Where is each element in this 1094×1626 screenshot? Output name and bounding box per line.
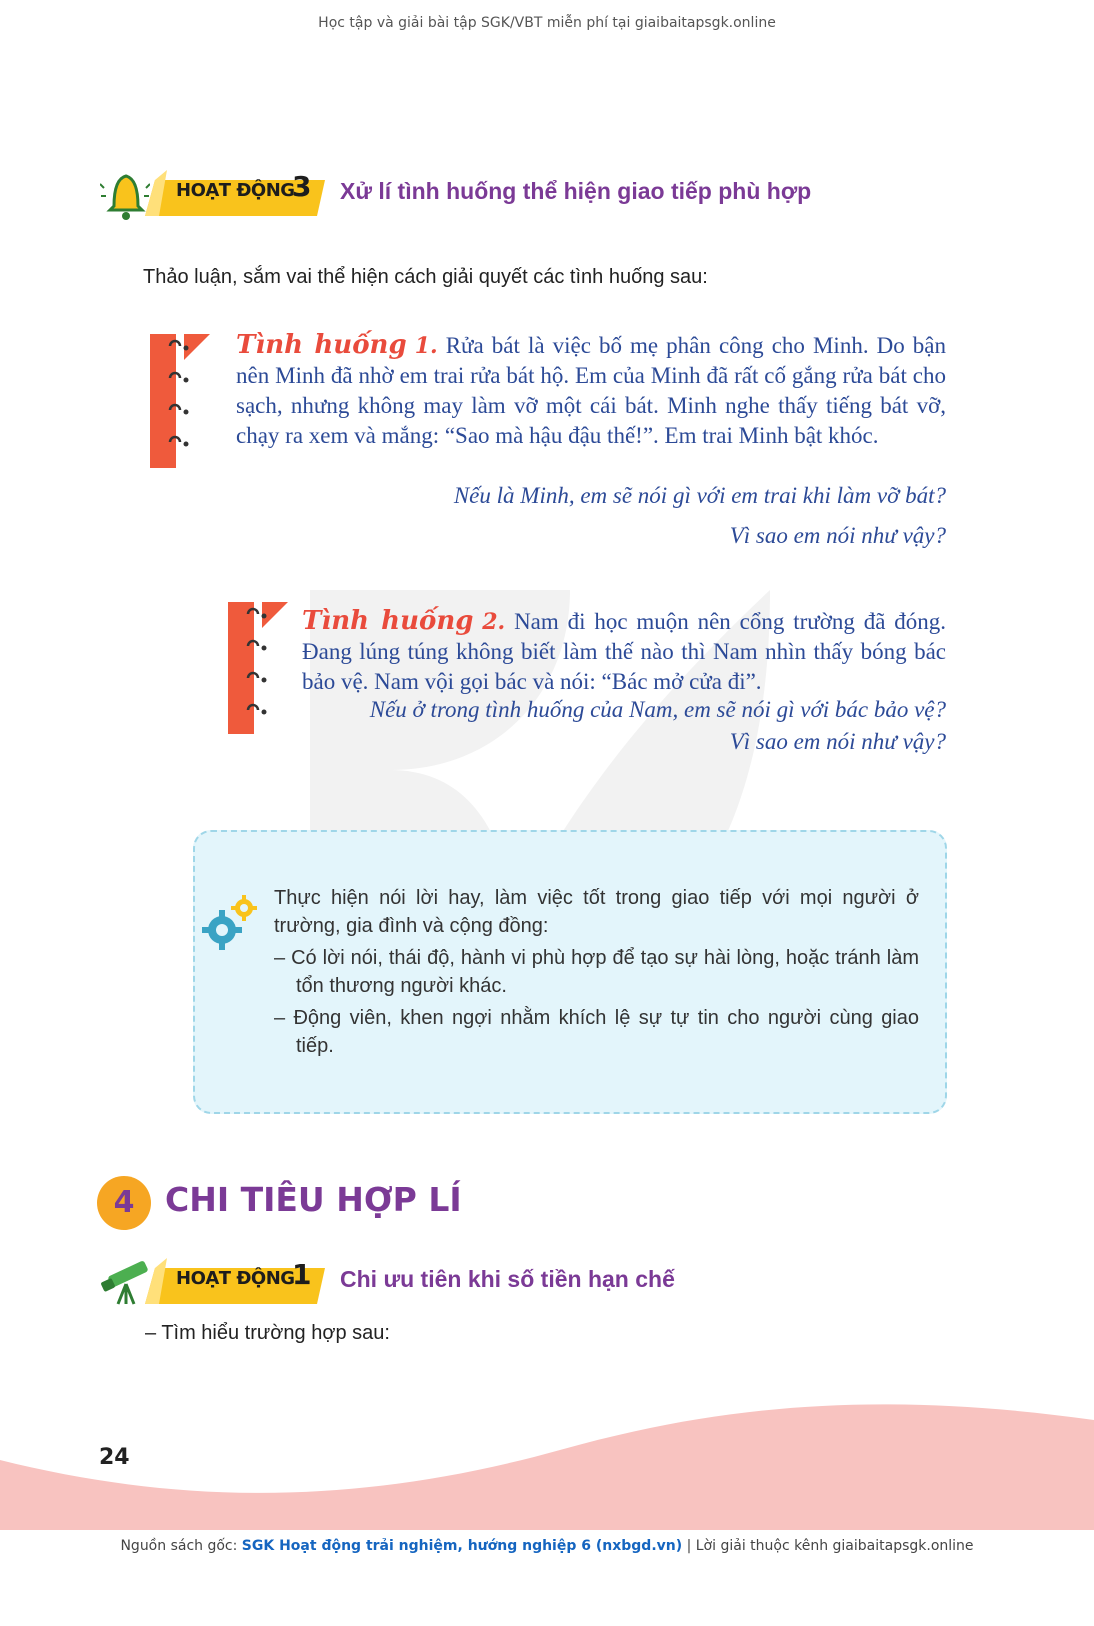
situation-2-question-2: Vì sao em nói như vậy? <box>729 729 946 754</box>
gears-icon <box>198 890 264 956</box>
top-note: Học tập và giải bài tập SGK/VBT miễn phí tại giaibaitapsgk.online <box>318 15 776 31</box>
notepad-icon <box>148 332 210 470</box>
bell-icon <box>100 166 150 226</box>
bottom-wave <box>0 1380 1094 1530</box>
situation-2 <box>302 606 946 697</box>
section-number: 4 <box>97 1176 151 1230</box>
situation-1-question-2: Vì sao em nói như vậy? <box>729 523 946 548</box>
situation-2-text: Nam đi học muộn nên cổng trường đã đóng. Đang lúng túng không biết làm thế nào thì Nam nhìn thấy bóng bác bảo vệ. Nam vội gọi bác và nói: “Bác mở cửa đi”. <box>302 609 946 694</box>
situation-2-question-1: Nếu ở trong tình huống của Nam, em sẽ nói gì với bác bảo vệ? <box>369 697 946 722</box>
page-number: 24 <box>99 1445 130 1470</box>
situation-1-text: Rửa bát là việc bố mẹ phân công cho Minh. Do bận nên Minh đã nhờ em trai rửa bát hộ. Em của Minh đã rất cố gắng rửa bát cho sạch, nhưng không may làm vỡ một cái bát. Minh nghe thấy tiếng bát vỡ, chạy ra xem và mắng: “Sao mà hậu đậu thế!”. Em trai Minh bật khóc. <box>236 333 946 448</box>
situation-1 <box>236 330 946 451</box>
activity-label: HOẠT ĐỘNG <box>176 1268 295 1289</box>
task-text: – Tìm hiểu trường hợp sau: <box>145 1322 390 1344</box>
activity-1-header <box>100 1246 900 1316</box>
footer-suffix: | Lời giải thuộc kênh giaibaitapsgk.online <box>682 1538 974 1554</box>
footer-source-link[interactable]: SGK Hoạt động trải nghiệm, hướng nghiệp 6 (nxbgd.vn) <box>241 1538 683 1554</box>
activity-label: HOẠT ĐỘNG <box>176 180 295 201</box>
activity-number: 3 <box>292 170 312 203</box>
situation-1-question-1: Nếu là Minh, em sẽ nói gì với em trai khi làm vỡ bát? <box>453 483 946 508</box>
note-bullet-2: – Động viên, khen ngợi nhằm khích lệ sự tự tin cho người cùng giao tiếp. <box>274 1007 919 1057</box>
situation-1-label: Tình huống <box>236 330 407 360</box>
activity-number: 1 <box>292 1258 312 1291</box>
footer <box>0 1538 1094 1554</box>
note-content <box>274 884 919 1060</box>
activity-3-header <box>100 158 900 228</box>
notepad-icon <box>226 600 288 736</box>
note-bullet-1: – Có lời nói, thái độ, hành vi phù hợp để tạo sự hài lòng, hoặc tránh làm tổn thương người khác. <box>274 947 919 997</box>
situation-2-label: Tình huống <box>302 606 474 636</box>
section-title: CHI TIÊU HỢP LÍ <box>165 1180 462 1219</box>
situation-2-number: 2. <box>482 609 506 635</box>
footer-prefix: Nguồn sách gốc: <box>120 1538 242 1554</box>
activity-title: Xử lí tình huống thể hiện giao tiếp phù hợp <box>340 178 812 204</box>
situation-1-number: 1. <box>414 333 438 359</box>
intro-text: Thảo luận, sắm vai thể hiện cách giải quyết các tình huống sau: <box>143 266 708 288</box>
activity-title: Chi ưu tiên khi số tiền hạn chế <box>340 1266 675 1292</box>
note-intro: Thực hiện nói lời hay, làm việc tốt trong giao tiếp với mọi người ở trường, gia đình và cộng đồng: <box>274 887 919 937</box>
